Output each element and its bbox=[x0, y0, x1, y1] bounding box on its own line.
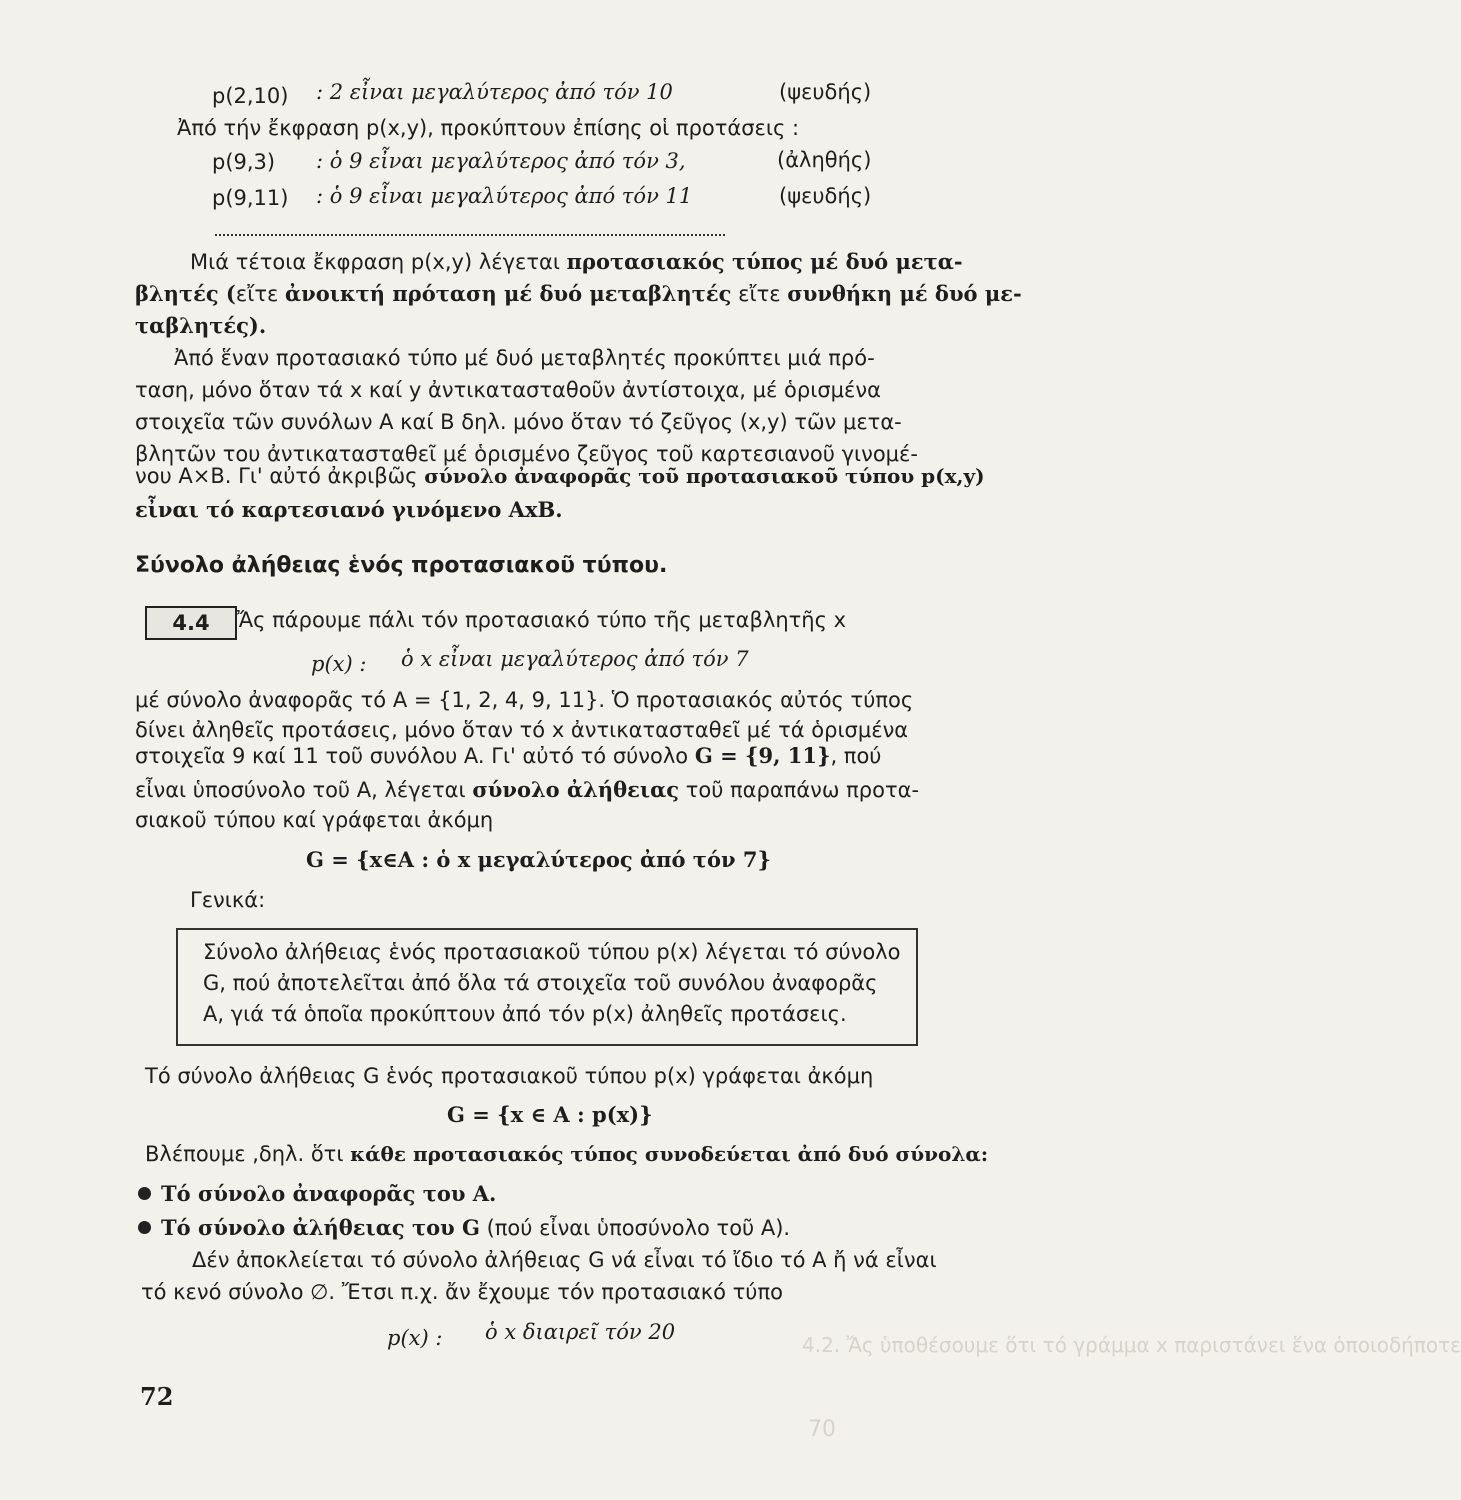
general-label: Γενικά: bbox=[190, 888, 266, 912]
bullet-item: Τό σύνολο ἀλήθειας του G (πού εἶναι ὑποσύνολο τοῦ A). bbox=[138, 1214, 790, 1242]
formula-rhs: ὁ x διαιρεῖ τόν 20 bbox=[485, 1320, 676, 1344]
paragraph-line: εἶναι τό καρτεσιανό γινόμενο AxB. bbox=[135, 497, 563, 522]
bleed-through-page-number: 70 bbox=[808, 1417, 836, 1442]
list-item-term: p(2,10) bbox=[212, 84, 289, 108]
definition-line: Σύνολο ἀλήθειας ἑνός προτασιακοῦ τύπου p(x) λέγεται τό σύνολο bbox=[203, 940, 901, 964]
example-line: σιακοῦ τύπου καί γράφεται ἀκόμη bbox=[135, 808, 494, 832]
paragraph-line: ταβλητές). bbox=[135, 313, 267, 338]
bullet-icon bbox=[138, 1221, 151, 1234]
dotted-continuation bbox=[215, 232, 725, 236]
set-formula: G = {x ∈ A : p(x)} bbox=[447, 1102, 653, 1127]
paragraph-line: στοιχεῖα τῶν συνόλων A καί B δηλ. μόνο ὅταν τό ζεῦγος (x,y) τῶν μετα- bbox=[135, 410, 902, 434]
list-item-term: p(9,11) bbox=[212, 186, 289, 210]
formula-rhs: ὁ x εἶναι μεγαλύτερος ἀπό τόν 7 bbox=[401, 647, 749, 671]
list-item-term: p(9,3) bbox=[212, 150, 276, 174]
intro-line: Ἀπό τήν ἔκφραση p(x,y), προκύπτουν ἐπίσης οἱ προτάσεις : bbox=[177, 116, 800, 140]
bullet-icon bbox=[138, 1187, 151, 1200]
paragraph-line: Ἀπό ἕναν προτασιακό τύπο μέ δυό μεταβλητές προκύπτει μιά πρό- bbox=[174, 346, 875, 370]
paragraph-line: Δέν ἀποκλείεται τό σύνολο ἀλήθειας G νά εἶναι τό ἴδιο τό A ἤ νά εἶναι bbox=[192, 1248, 937, 1272]
bullet-item: Τό σύνολο ἀναφορᾶς του A. bbox=[138, 1180, 496, 1208]
set-definition: G = {x∈A : ὁ x μεγαλύτερος ἀπό τόν 7} bbox=[306, 847, 771, 872]
example-line: μέ σύνολο ἀναφορᾶς τό A = {1, 2, 4, 9, 11}. Ὁ προτασιακός αὐτός τύπος bbox=[135, 688, 914, 712]
example-line: εἶναι ὑποσύνολο τοῦ A, λέγεται σύνολο ἀλήθειας τοῦ παραπάνω προτα- bbox=[135, 777, 920, 802]
page-number: 72 bbox=[140, 1382, 174, 1411]
example-number-badge: 4.4 bbox=[145, 606, 237, 640]
paragraph-line: βλητές (εἴτε ἀνοικτή πρόταση μέ δυό μεταβλητές εἴτε συνθήκη μέ δυό με- bbox=[135, 281, 1022, 306]
list-item-value: (ψευδής) bbox=[779, 80, 872, 104]
section-heading: Σύνολο ἀλήθειας ἑνός προτασιακοῦ τύπου. bbox=[135, 553, 668, 578]
paragraph-line: Τό σύνολο ἀλήθειας G ἑνός προτασιακοῦ τύπου p(x) γράφεται ἀκόμη bbox=[145, 1064, 874, 1088]
formula-lhs: p(x) : bbox=[311, 652, 367, 676]
list-item-desc: : 2 εἶναι μεγαλύτερος ἀπό τόν 10 bbox=[316, 80, 673, 104]
paragraph-line: ταση, μόνο ὅταν τά x καί y ἀντικατασταθοῦν ἀντίστοιχα, μέ ὁρισμένα bbox=[135, 378, 881, 402]
paragraph-line: νου A×B. Γι' αὐτό ἀκριβῶς σύνολο ἀναφορᾶς τοῦ προτασιακοῦ τύπου p(x,y) bbox=[135, 464, 985, 488]
paragraph-line: βλητῶν του ἀντικατασταθεῖ μέ ὁρισμένο ζεῦγος τοῦ καρτεσιανοῦ γινομέ- bbox=[135, 442, 918, 466]
example-line: Ἄς πάρουμε πάλι τόν προτασιακό τύπο τῆς μεταβλητῆς x bbox=[237, 608, 847, 632]
example-line: δίνει ἀληθεῖς προτάσεις, μόνο ὅταν τό x ἀντικατασταθεῖ μέ τά ὁρισμένα bbox=[135, 718, 909, 742]
list-item-value: (ἀληθής) bbox=[777, 148, 872, 172]
formula-lhs: p(x) : bbox=[387, 1326, 443, 1350]
bleed-through-fragment: 4.2. Ἄς ὑποθέσουμε ὅτι τό γράμμα x παριστάνει ἕνα ὁποιοδήποτε bbox=[802, 1333, 1461, 1357]
list-item-value: (ψευδής) bbox=[779, 184, 872, 208]
list-item-desc: : ὁ 9 εἶναι μεγαλύτερος ἀπό τόν 11 bbox=[316, 184, 693, 208]
paragraph-line: Μιά τέτοια ἔκφραση p(x,y) λέγεται προτασιακός τύπος μέ δυό μετα- bbox=[190, 249, 963, 274]
list-item-desc: : ὁ 9 εἶναι μεγαλύτερος ἀπό τόν 3, bbox=[316, 149, 686, 173]
definition-line: G, πού ἀποτελεῖται ἀπό ὅλα τά στοιχεῖα τοῦ συνόλου ἀναφορᾶς bbox=[203, 971, 878, 995]
example-line: στοιχεῖα 9 καί 11 τοῦ συνόλου A. Γι' αὐτό τό σύνολο G = {9, 11}, πού bbox=[135, 743, 882, 768]
paragraph-line: τό κενό σύνολο ∅. Ἔτσι π.χ. ἄν ἔχουμε τόν προτασιακό τύπο bbox=[141, 1280, 783, 1304]
definition-line: A, γιά τά ὁποῖα προκύπτουν ἀπό τόν p(x) ἀληθεῖς προτάσεις. bbox=[203, 1002, 847, 1026]
paragraph-line: Βλέπουμε ,δηλ. ὅτι κάθε προτασιακός τύπος συνοδεύεται ἀπό δυό σύνολα: bbox=[145, 1142, 989, 1166]
